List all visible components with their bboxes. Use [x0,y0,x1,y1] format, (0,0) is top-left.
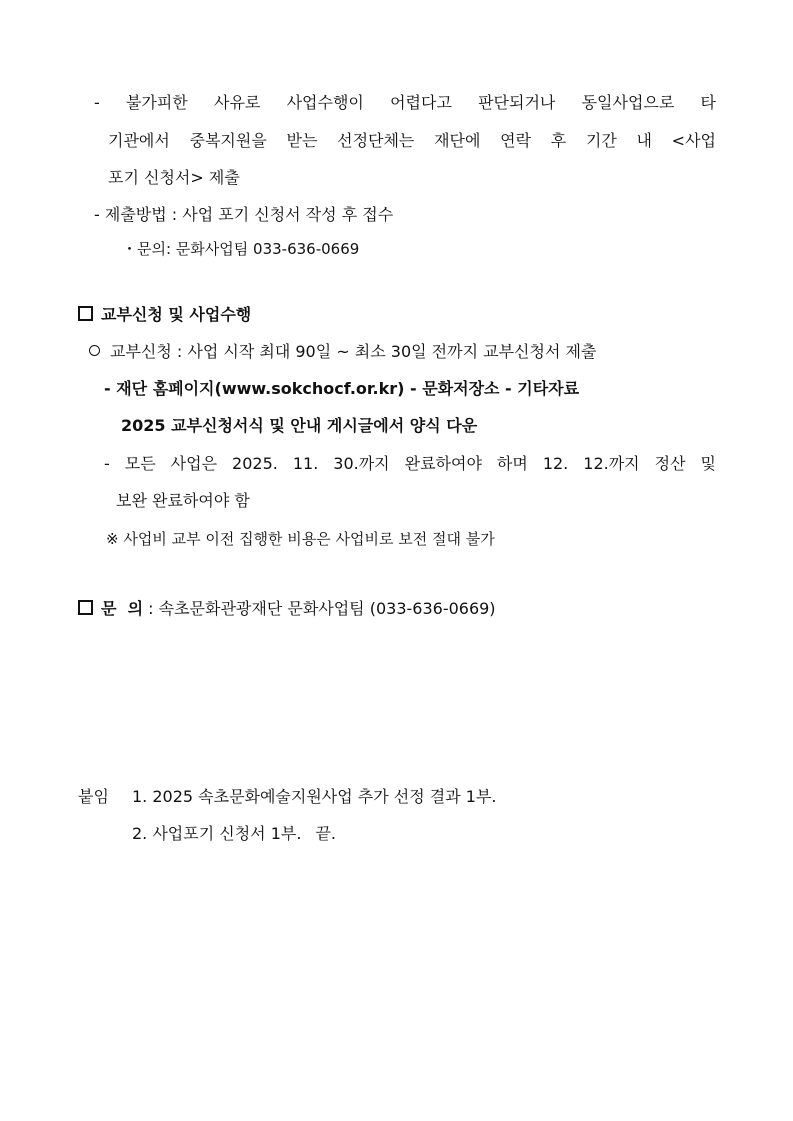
grant-deadline-line-2: 보완 완료하여야 함 [116,491,250,510]
cancel-bullet-1-line-2: 기관에서 중복지원을 받는 선정단체는 재단에 연락 후 기간 내 <사업 [108,131,716,150]
checkbox-icon [78,306,93,321]
cancel-bullet-1-line-1: - 불가피한 사유로 사업수행이 어렵다고 판단되거나 동일사업으로 타 [94,93,716,112]
grant-item-1 [89,341,596,363]
cancel-bullet-1-line-3: 포기 신청서> 제출 [108,168,240,187]
circle-bullet-icon [89,345,100,356]
attachments-end-mark: 끝. [315,824,336,843]
grant-deadline-line-1: - 모든 사업은 2025. 11. 30.까지 완료하여야 하며 12. 12.까지 정산 및 [104,454,716,473]
grant-note: ※ 사업비 교부 이전 집행한 비용은 사업비로 보전 절대 불가 [106,530,495,548]
attachment-item-2 [132,823,336,845]
grant-heading [78,304,251,326]
inquiry-label: 문 의 [101,599,144,618]
inquiry-text: 속초문화관광재단 문화사업팀 (033-636-0669) [158,599,496,618]
checkbox-icon [78,600,93,615]
attachment-item-2-text: 2. 사업포기 신청서 1부. [132,824,302,843]
cancel-contact: ・문의: 문화사업팀 033-636-0669 [122,240,360,258]
grant-item-1-text: 교부신청 : 사업 시작 최대 90일 ~ 최소 30일 전까지 교부신청서 제출 [110,342,597,361]
attachment-item-1: 1. 2025 속초문화예술지원사업 추가 선정 결과 1부. [132,787,497,806]
cancel-bullet-2: - 제출방법 : 사업 포기 신청서 작성 후 접수 [94,205,394,224]
grant-homepage-line-1: - 재단 홈페이지(www.sokchocf.or.kr) - 문화저장소 - 기타자료 [104,379,580,398]
attachments-label: 붙임 [78,787,109,806]
inquiry-line [78,598,496,620]
grant-heading-text: 교부신청 및 사업수행 [101,305,252,324]
inquiry-separator: : [143,599,159,618]
grant-homepage-line-2: 2025 교부신청서식 및 안내 게시글에서 양식 다운 [121,416,478,435]
